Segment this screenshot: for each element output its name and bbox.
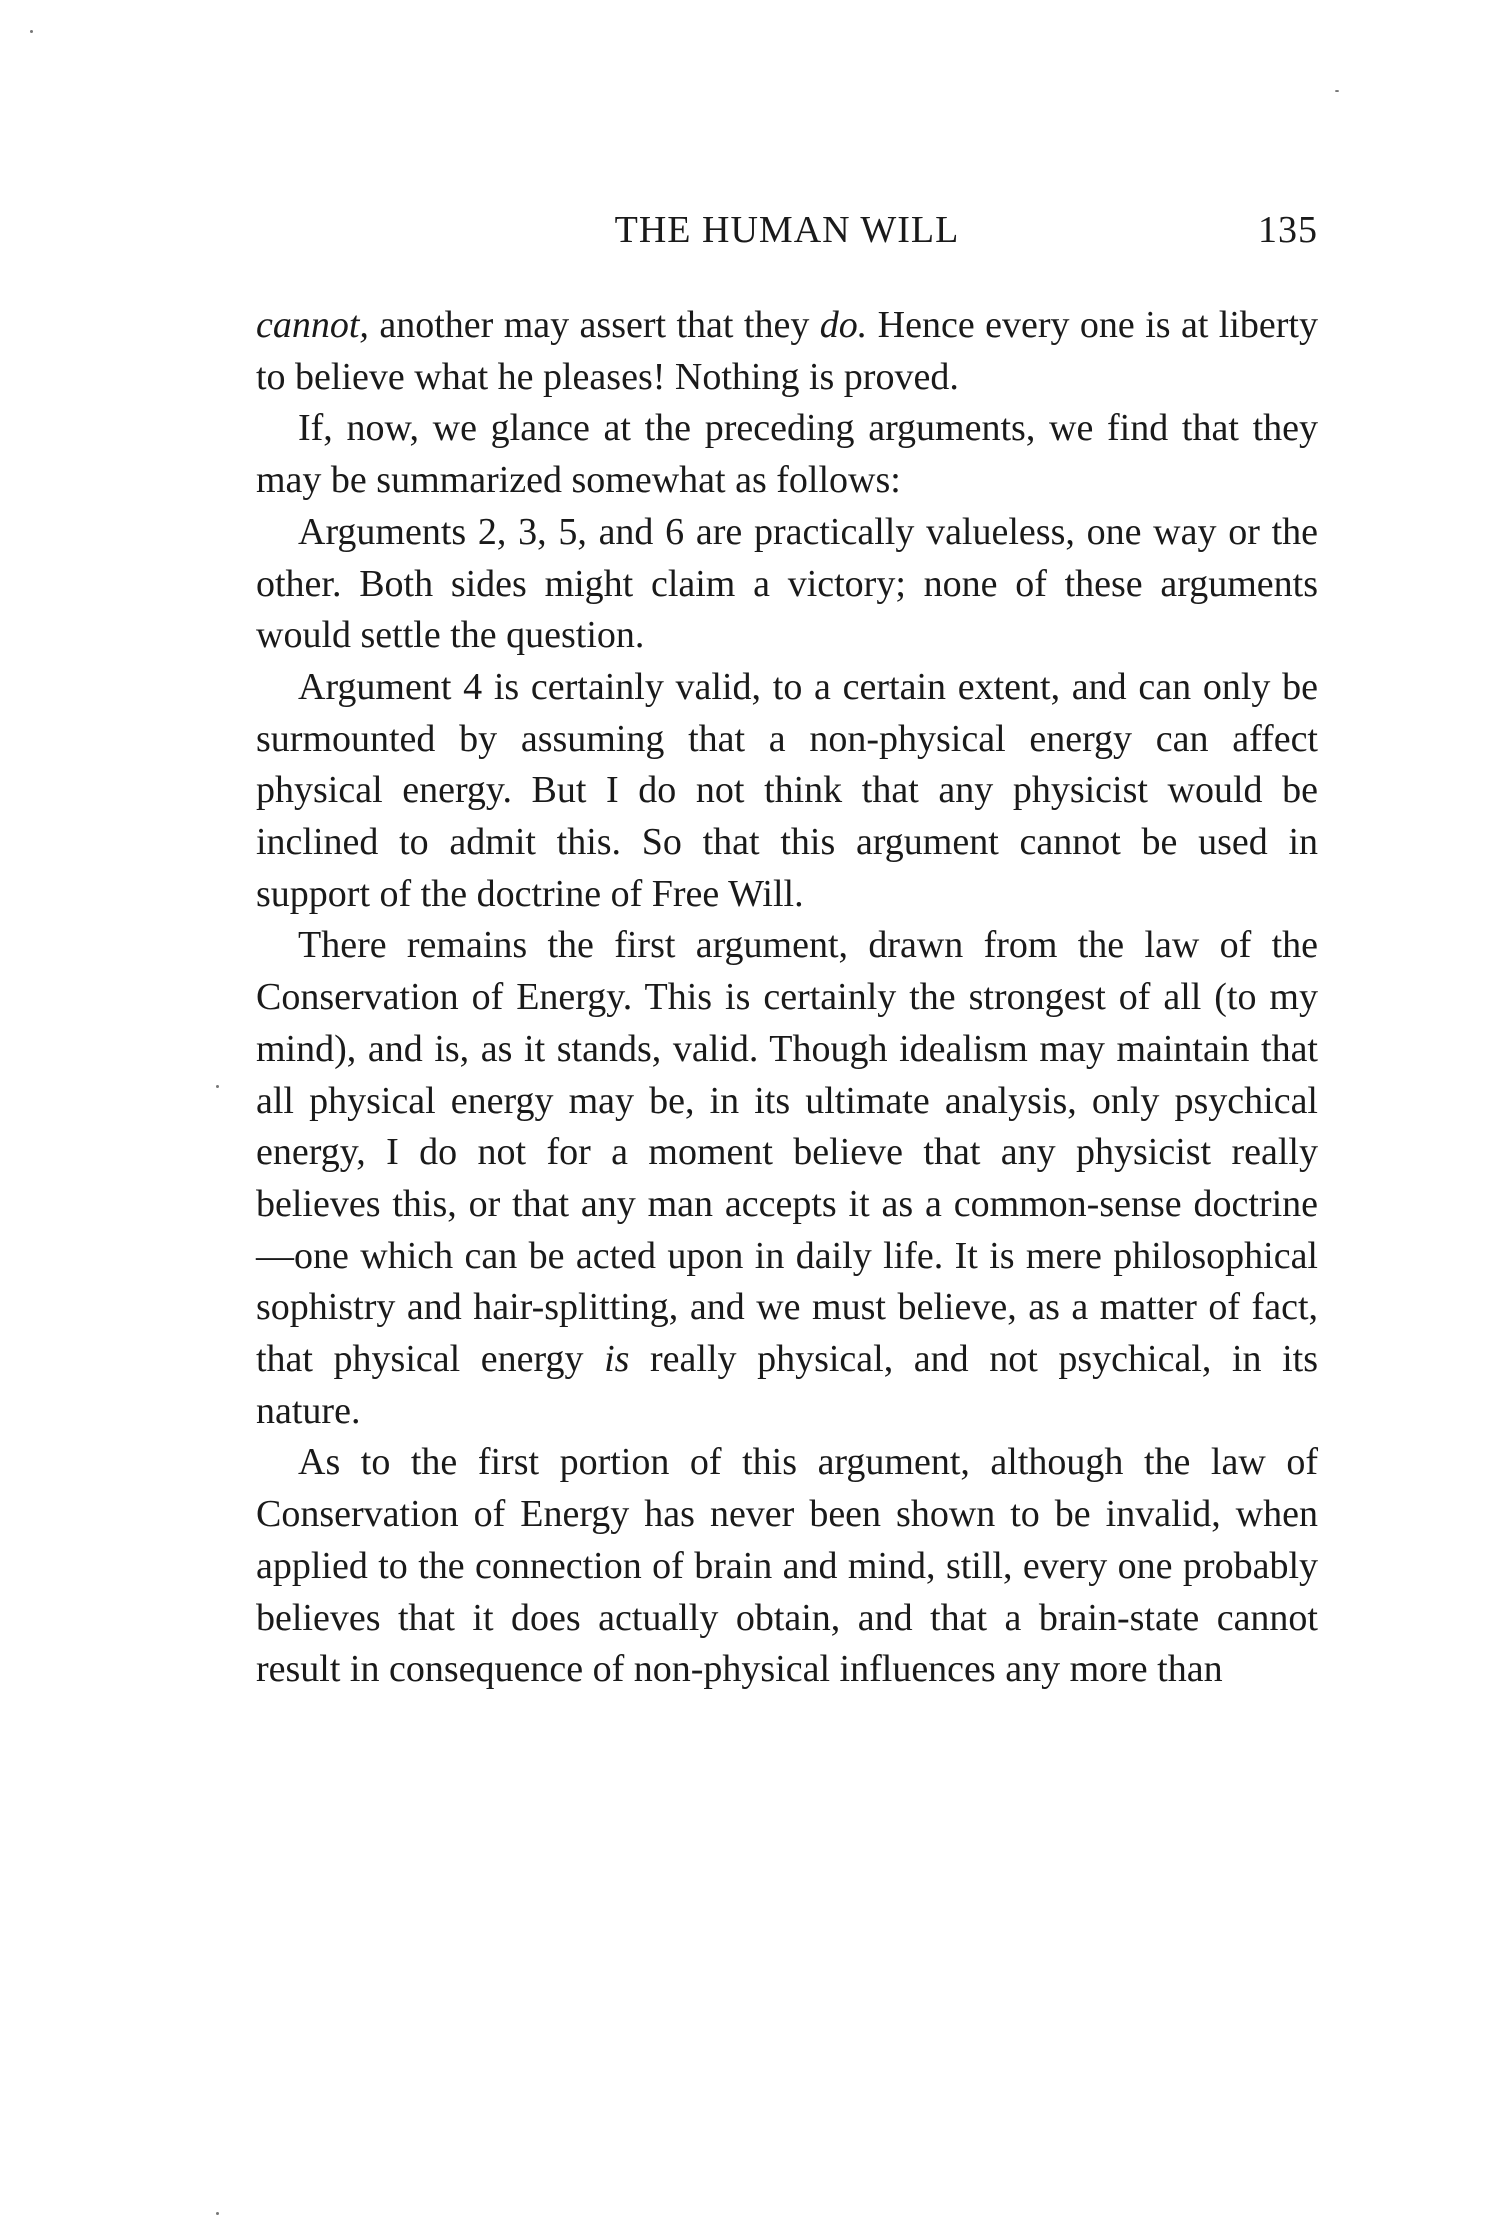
running-head: [256, 208, 1318, 268]
paragraph-segment: Hence every one is at liberty to believe what he pleases! Nothing is proved.: [256, 304, 1318, 398]
paragraph: [256, 1437, 1318, 1696]
scan-speck: [1335, 90, 1339, 92]
paragraph-segment: really physical, and not psychical, in its nature.: [256, 1338, 1318, 1432]
body-text: [256, 300, 1318, 1696]
paragraph-segment: is: [604, 1338, 630, 1381]
paragraph-segment: If, now, we glance at the preceding arguments, we find that they may be summarized somewhat as follows:: [256, 407, 1318, 502]
paragraph-segment: Arguments 2, 3, 5, and 6 are practically valueless, one way or the other. Both sides might claim a victory; none of these arguments would settle the question.: [256, 510, 1318, 657]
paragraph-segment: cannot,: [256, 304, 369, 346]
paragraph: [256, 507, 1318, 662]
paragraph: [256, 662, 1318, 921]
paragraph-segment: another may assert that they: [368, 304, 820, 346]
scan-speck: [216, 1085, 219, 1088]
paragraph-segment: Argument 4 is certainly valid, to a certain extent, and can only be surmounted by assuming that a non-physical energy can affect physical energy. But I do not think that any physicist would be inclined to admit this. So that this argument cannot be used in support of the doctrine of Free Will.: [256, 665, 1318, 915]
page-number: 135: [1258, 209, 1318, 251]
paragraph-continued: [256, 300, 1318, 403]
scan-speck: [30, 30, 33, 33]
paragraph-segment: As to the first portion of this argument, although the law of Conservation of Energy has never been shown to be invalid, when applied to the connection of brain and mind, still, every one probably believes that it does actually obtain, and that a brain-state cannot result in consequence of non-physical influences any more than: [256, 1441, 1318, 1691]
paragraph: [256, 403, 1318, 506]
paragraph-segment: There remains the first argument, drawn from the law of the Conservation of Energy. This is certainly the strongest of all (to my mind), and is, as it stands, valid. Though idealism may maintain that all physical energy may be, in its ultimate analysis, only psychical energy, I do not for a moment believe that any physicist really believes this, or that any man accepts it as a common-sense doctrine—one which can be acted upon in daily life. It is mere philosophical sophistry and hair-splitting, and we must believe, as a matter of fact, that physical energy: [256, 924, 1318, 1381]
paragraph: [256, 920, 1318, 1437]
scan-speck: [216, 2212, 219, 2215]
paragraph-segment: do.: [819, 304, 868, 346]
running-title: THE HUMAN WILL: [614, 209, 960, 251]
